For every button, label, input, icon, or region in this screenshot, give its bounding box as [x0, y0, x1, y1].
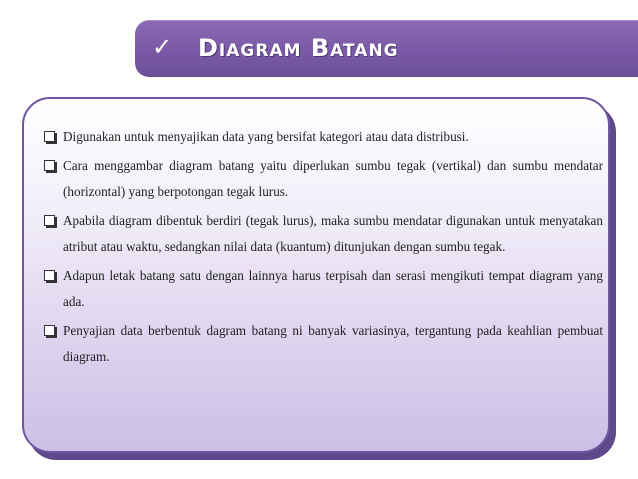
- check-mark-icon: ✓: [152, 33, 173, 61]
- bullet-item: [15, 318, 603, 370]
- title-bar: [135, 20, 638, 77]
- slide-title: Diagram Batang: [198, 34, 399, 62]
- hollow-square-bullet-icon: [44, 325, 55, 336]
- bullet-text: Penyajian data berbentuk dagram batang ni banyak variasinya, tergantung pada keahlian pembuat diagram.: [63, 323, 603, 364]
- bullet-text: Adapun letak batang satu dengan lainnya harus terpisah dan serasi mengikuti tempat diagram yang ada.: [63, 268, 603, 309]
- bullet-item: [15, 153, 603, 205]
- hollow-square-bullet-icon: [44, 131, 55, 142]
- hollow-square-bullet-icon: [44, 160, 55, 171]
- bullet-item: [15, 208, 603, 260]
- bullet-item: [15, 263, 603, 315]
- bullet-text: Cara menggambar diagram batang yaitu diperlukan sumbu tegak (vertikal) dan sumbu mendatar (horizontal) yang berpotongan tegak lurus.: [63, 158, 603, 199]
- bullet-text: Apabila diagram dibentuk berdiri (tegak lurus), maka sumbu mendatar digunakan untuk menyatakan atribut atau waktu, sedangkan nilai data (kuantum) ditunjukan dengan sumbu tegak.: [63, 213, 603, 254]
- bullet-item: [15, 124, 603, 150]
- bullet-list: [15, 124, 603, 373]
- hollow-square-bullet-icon: [44, 215, 55, 226]
- hollow-square-bullet-icon: [44, 270, 55, 281]
- bullet-text: Digunakan untuk menyajikan data yang bersifat kategori atau data distribusi.: [63, 129, 469, 144]
